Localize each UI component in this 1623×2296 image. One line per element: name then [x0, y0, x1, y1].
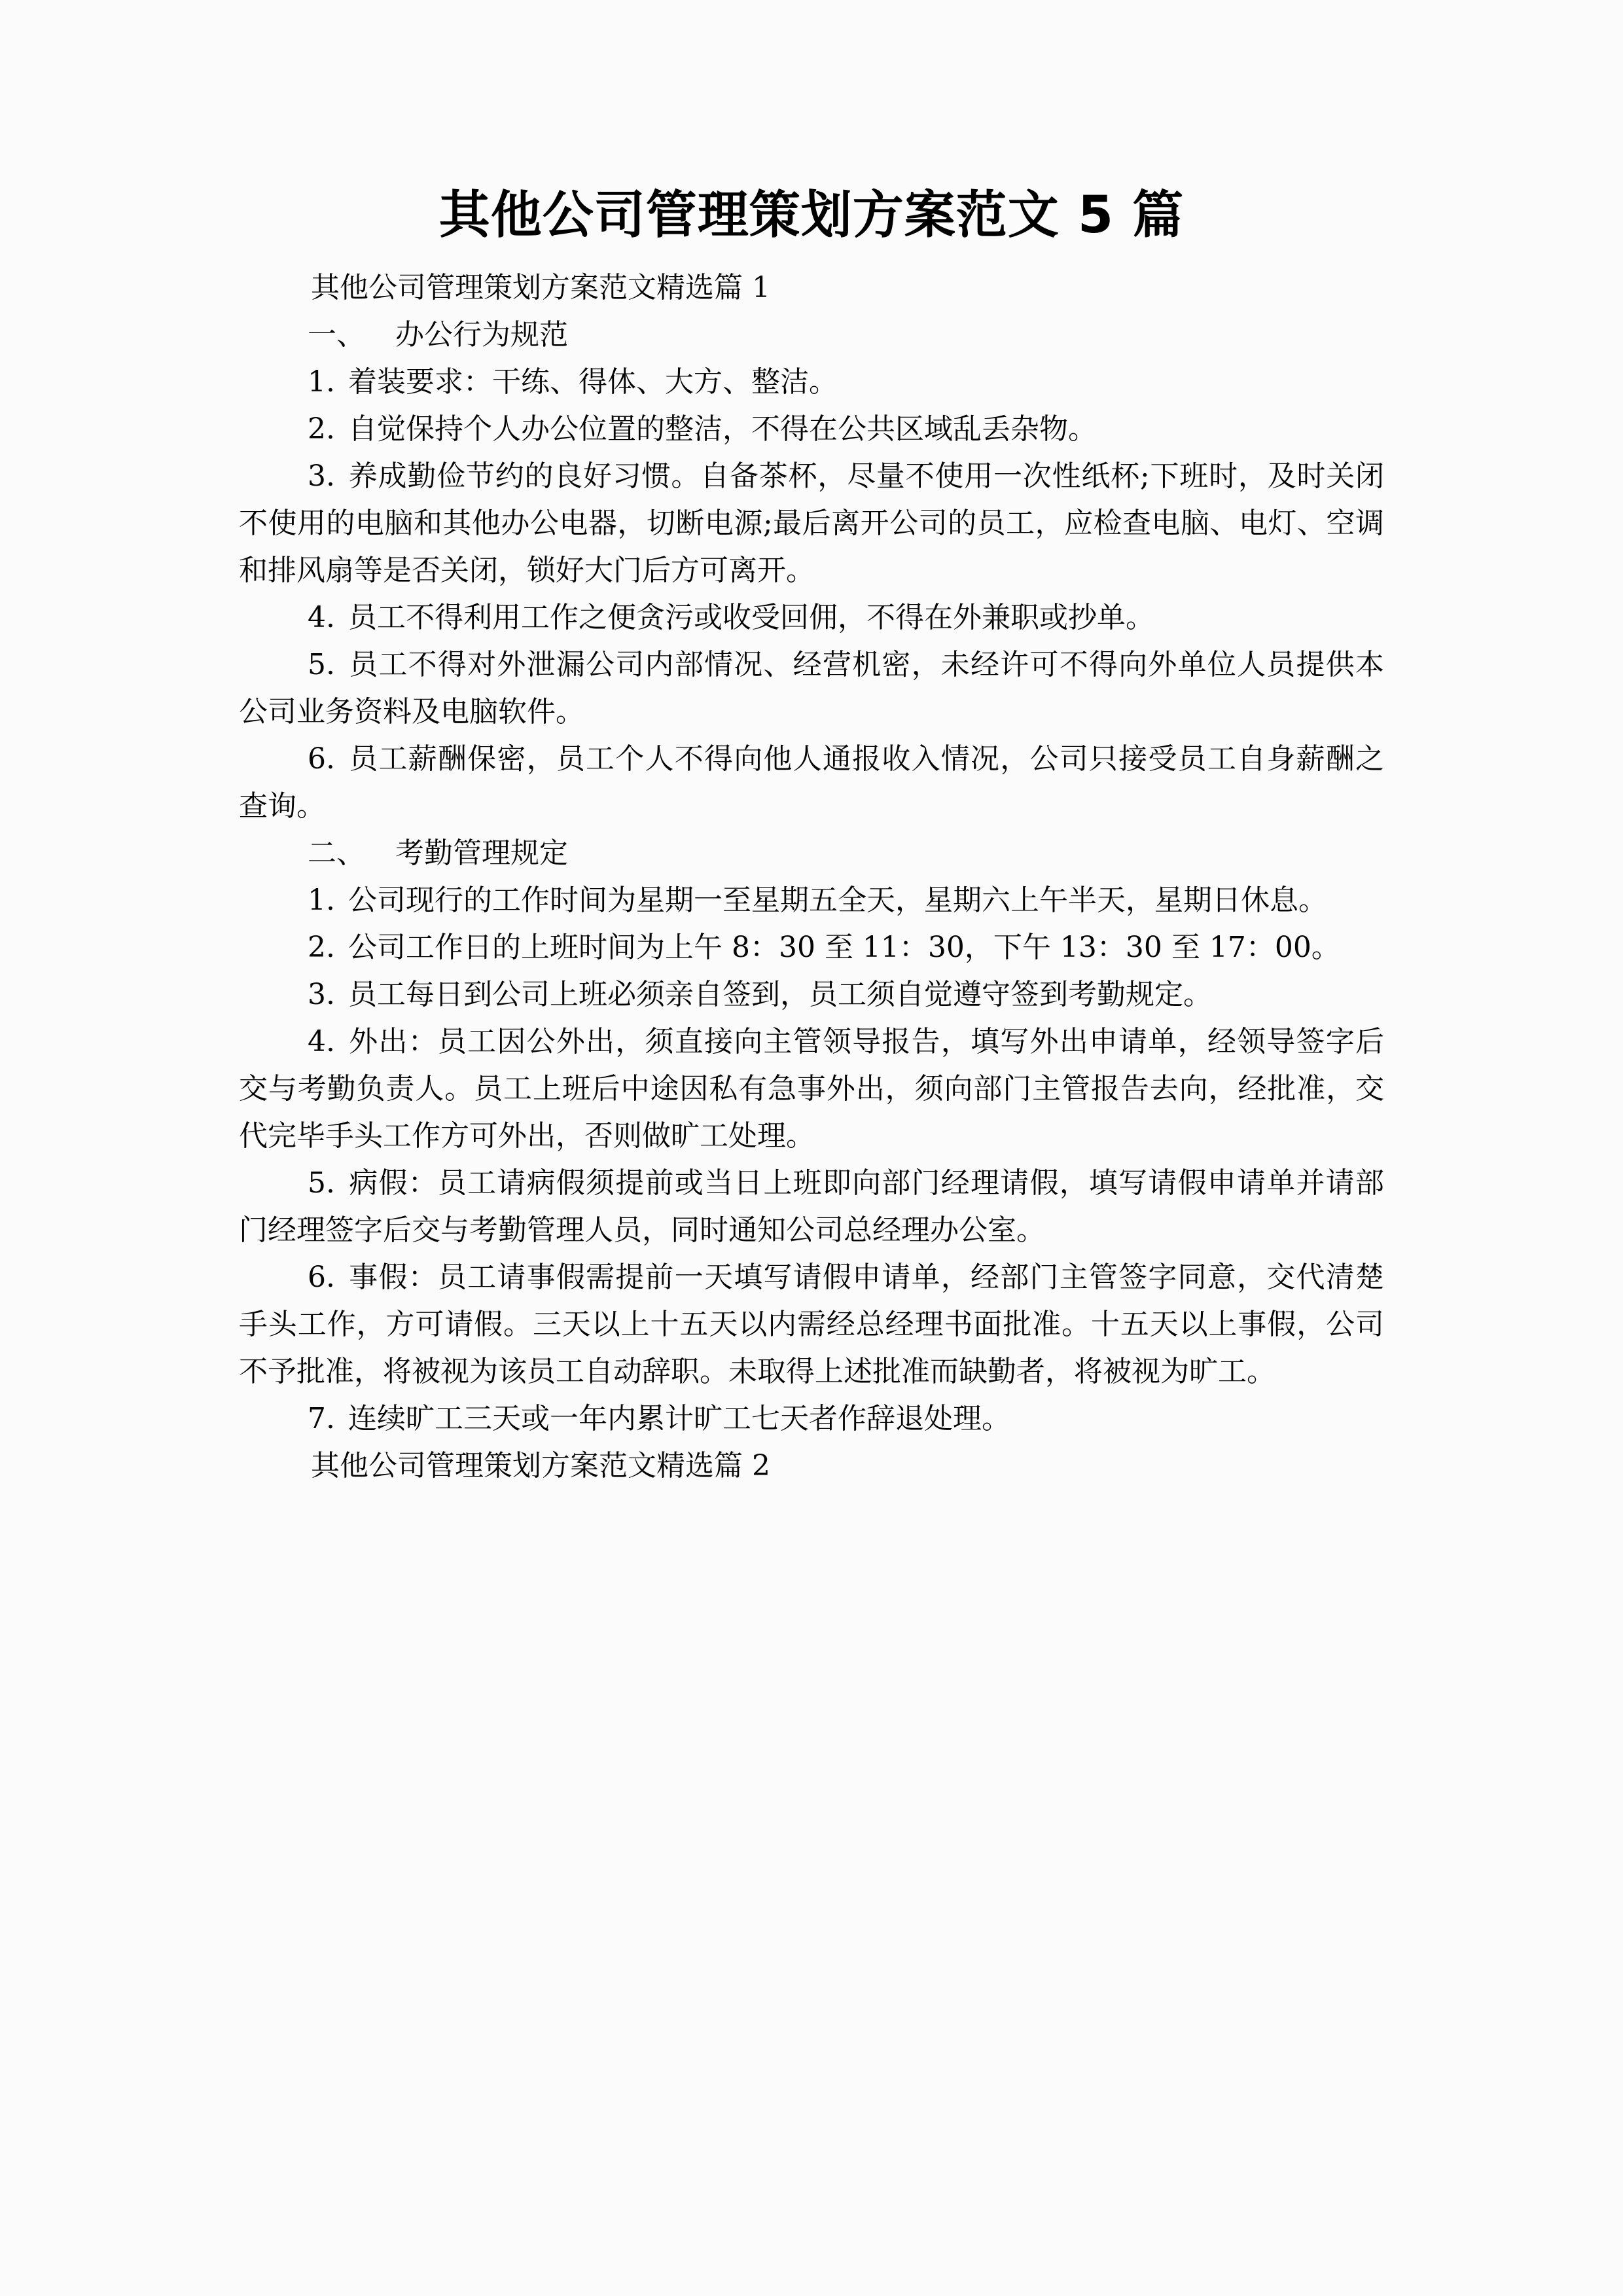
- list-item-number: 2.: [308, 931, 335, 964]
- list-item-number: 4.: [308, 1025, 335, 1058]
- list-item-text: 公司现行的工作时间为星期一至星期五全天，星期六上午半天，星期日休息。: [348, 884, 1327, 917]
- list-item-text: 员工不得对外泄漏公司内部情况、经营机密，未经许可不得向外单位人员提供本公司业务资料及电脑软件。: [239, 648, 1384, 728]
- list-item-text: 养成勤俭节约的良好习惯。自备茶杯，尽量不使用一次性纸杯;下班时，及时关闭不使用的电脑和其他办公电器，切断电源;最后离开公司的员工，应检查电脑、电灯、空调和排风扇等是否关闭，锁好大门后方可离开。: [239, 459, 1384, 587]
- list-item: [239, 594, 1384, 641]
- section-heading-1-label: 办公行为规范: [395, 318, 568, 351]
- section-heading-2: [239, 830, 1384, 877]
- list-item-text: 病假：员工请病假须提前或当日上班即向部门经理请假，填写请假申请单并请部门经理签字后交与考勤管理人员，同时通知公司总经理办公室。: [239, 1166, 1384, 1247]
- list-item: [239, 406, 1384, 453]
- section-heading-1-number: 一、: [308, 318, 365, 351]
- list-item: [239, 1254, 1384, 1395]
- list-item: [239, 924, 1384, 971]
- list-item-number: 5.: [308, 648, 335, 681]
- list-item-number: 7.: [308, 1402, 335, 1435]
- page-title: 其他公司管理策划方案范文 5 篇: [438, 186, 1185, 245]
- list-item: [239, 1160, 1384, 1254]
- section-heading-2-label: 考勤管理规定: [395, 836, 568, 870]
- list-item-number: 1.: [308, 884, 335, 917]
- list-item: [239, 1395, 1384, 1443]
- list-item-text: 自觉保持个人办公位置的整洁，不得在公共区域乱丢杂物。: [348, 412, 1097, 446]
- list-item-number: 4.: [308, 601, 335, 634]
- list-item-text: 外出：员工因公外出，须直接向主管领导报告，填写外出申请单，经领导签字后交与考勤负责人。员工上班后中途因私有急事外出，须向部门主管报告去向，经批准，交代完毕手头工作方可外出，否则做旷工处理。: [239, 1025, 1384, 1153]
- list-item: [239, 1018, 1384, 1160]
- list-item: [239, 877, 1384, 924]
- document-content: [239, 0, 1384, 1490]
- list-item-number: 2.: [308, 412, 335, 446]
- list-item-number: 3.: [308, 978, 335, 1011]
- list-item: [239, 641, 1384, 736]
- list-item-number: 6.: [308, 1261, 335, 1294]
- list-item-text: 员工薪酬保密，员工个人不得向他人通报收入情况，公司只接受员工自身薪酬之查询。: [239, 742, 1384, 823]
- list-item-text: 公司工作日的上班时间为上午 8：30 至 11：30，下午 13：30 至 17：00。: [348, 931, 1340, 964]
- document-tail-heading: 其他公司管理策划方案范文精选篇 2: [311, 1449, 770, 1482]
- list-item: [239, 359, 1384, 406]
- section-heading-1: [239, 312, 1384, 359]
- list-item-number: 3.: [308, 459, 335, 493]
- list-item-number: 5.: [308, 1166, 335, 1200]
- list-item-number: 6.: [308, 742, 335, 776]
- list-item-text: 事假：员工请事假需提前一天填写请假申请单，经部门主管签字同意，交代清楚手头工作，方可请假。三天以上十五天以内需经总经理书面批准。十五天以上事假，公司不予批准，将被视为该员工自动辞职。未取得上述批准而缺勤者，将被视为旷工。: [239, 1261, 1384, 1388]
- list-item: [239, 736, 1384, 830]
- list-item-text: 员工每日到公司上班必须亲自签到，员工须自觉遵守签到考勤规定。: [348, 978, 1212, 1011]
- section-heading-2-number: 二、: [308, 836, 365, 870]
- list-item-text: 员工不得利用工作之便贪污或收受回佣，不得在外兼职或抄单。: [348, 601, 1154, 634]
- document-subtitle: 其他公司管理策划方案范文精选篇 1: [311, 271, 770, 304]
- list-item-text: 连续旷工三天或一年内累计旷工七天者作辞退处理。: [348, 1402, 1010, 1435]
- list-item: [239, 971, 1384, 1018]
- list-item: [239, 453, 1384, 594]
- list-item-text: 着装要求：干练、得体、大方、整洁。: [348, 365, 838, 399]
- list-item-number: 1.: [308, 365, 335, 399]
